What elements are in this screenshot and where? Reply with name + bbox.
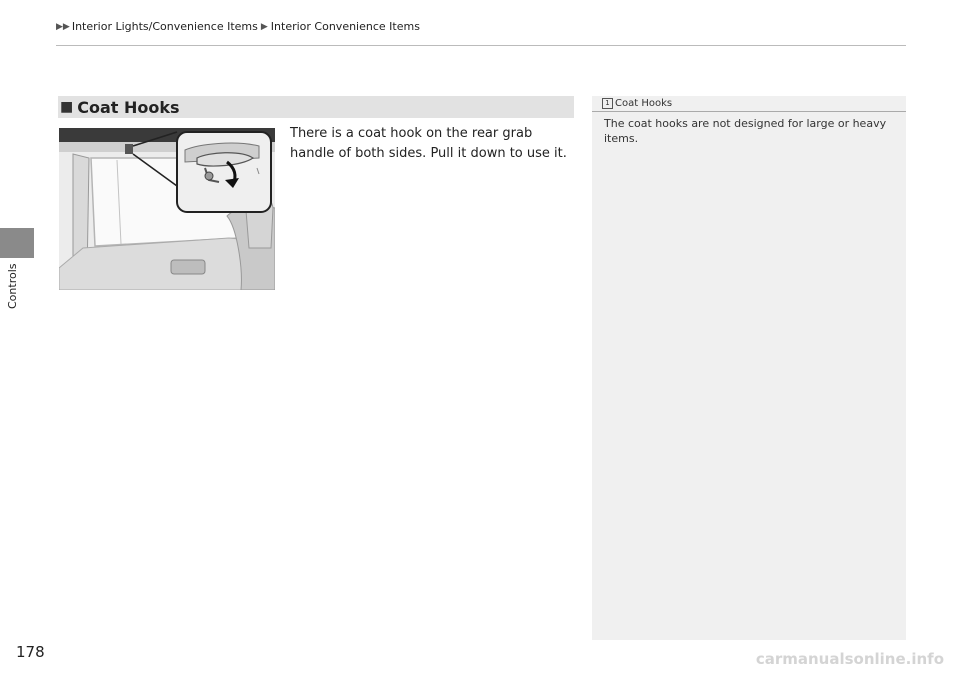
- note-panel: [592, 96, 906, 640]
- breadcrumb: [56, 20, 420, 33]
- square-bullet-icon: ■: [60, 99, 74, 115]
- chapter-label: Controls: [6, 264, 19, 310]
- arrow-right-icon: ▶: [260, 21, 268, 32]
- note-title: Coat Hooks: [615, 98, 673, 109]
- double-arrow-icon: ▶▶: [56, 21, 70, 32]
- watermark: carmanualsonline.info: [755, 650, 944, 668]
- section-body-text: There is a coat hook on the rear grab handle of both sides. Pull it down to use it.: [290, 126, 567, 161]
- section-title: Coat Hooks: [77, 97, 180, 117]
- breadcrumb-item[interactable]: Interior Convenience Items: [270, 20, 420, 33]
- coat-hook-illustration-svg: [59, 128, 275, 290]
- coat-hook-illustration: [59, 128, 275, 290]
- page-number: 178: [16, 643, 45, 661]
- section-heading: [58, 96, 574, 118]
- note-header: [602, 98, 672, 109]
- note-divider: [592, 111, 906, 112]
- note-reference-icon: 1: [602, 98, 613, 109]
- breadcrumb-item[interactable]: Interior Lights/Convenience Items: [71, 20, 258, 33]
- chapter-tab[interactable]: [0, 228, 34, 258]
- header-divider: [56, 45, 906, 46]
- note-body-text: The coat hooks are not designed for large or heavy items.: [604, 117, 887, 145]
